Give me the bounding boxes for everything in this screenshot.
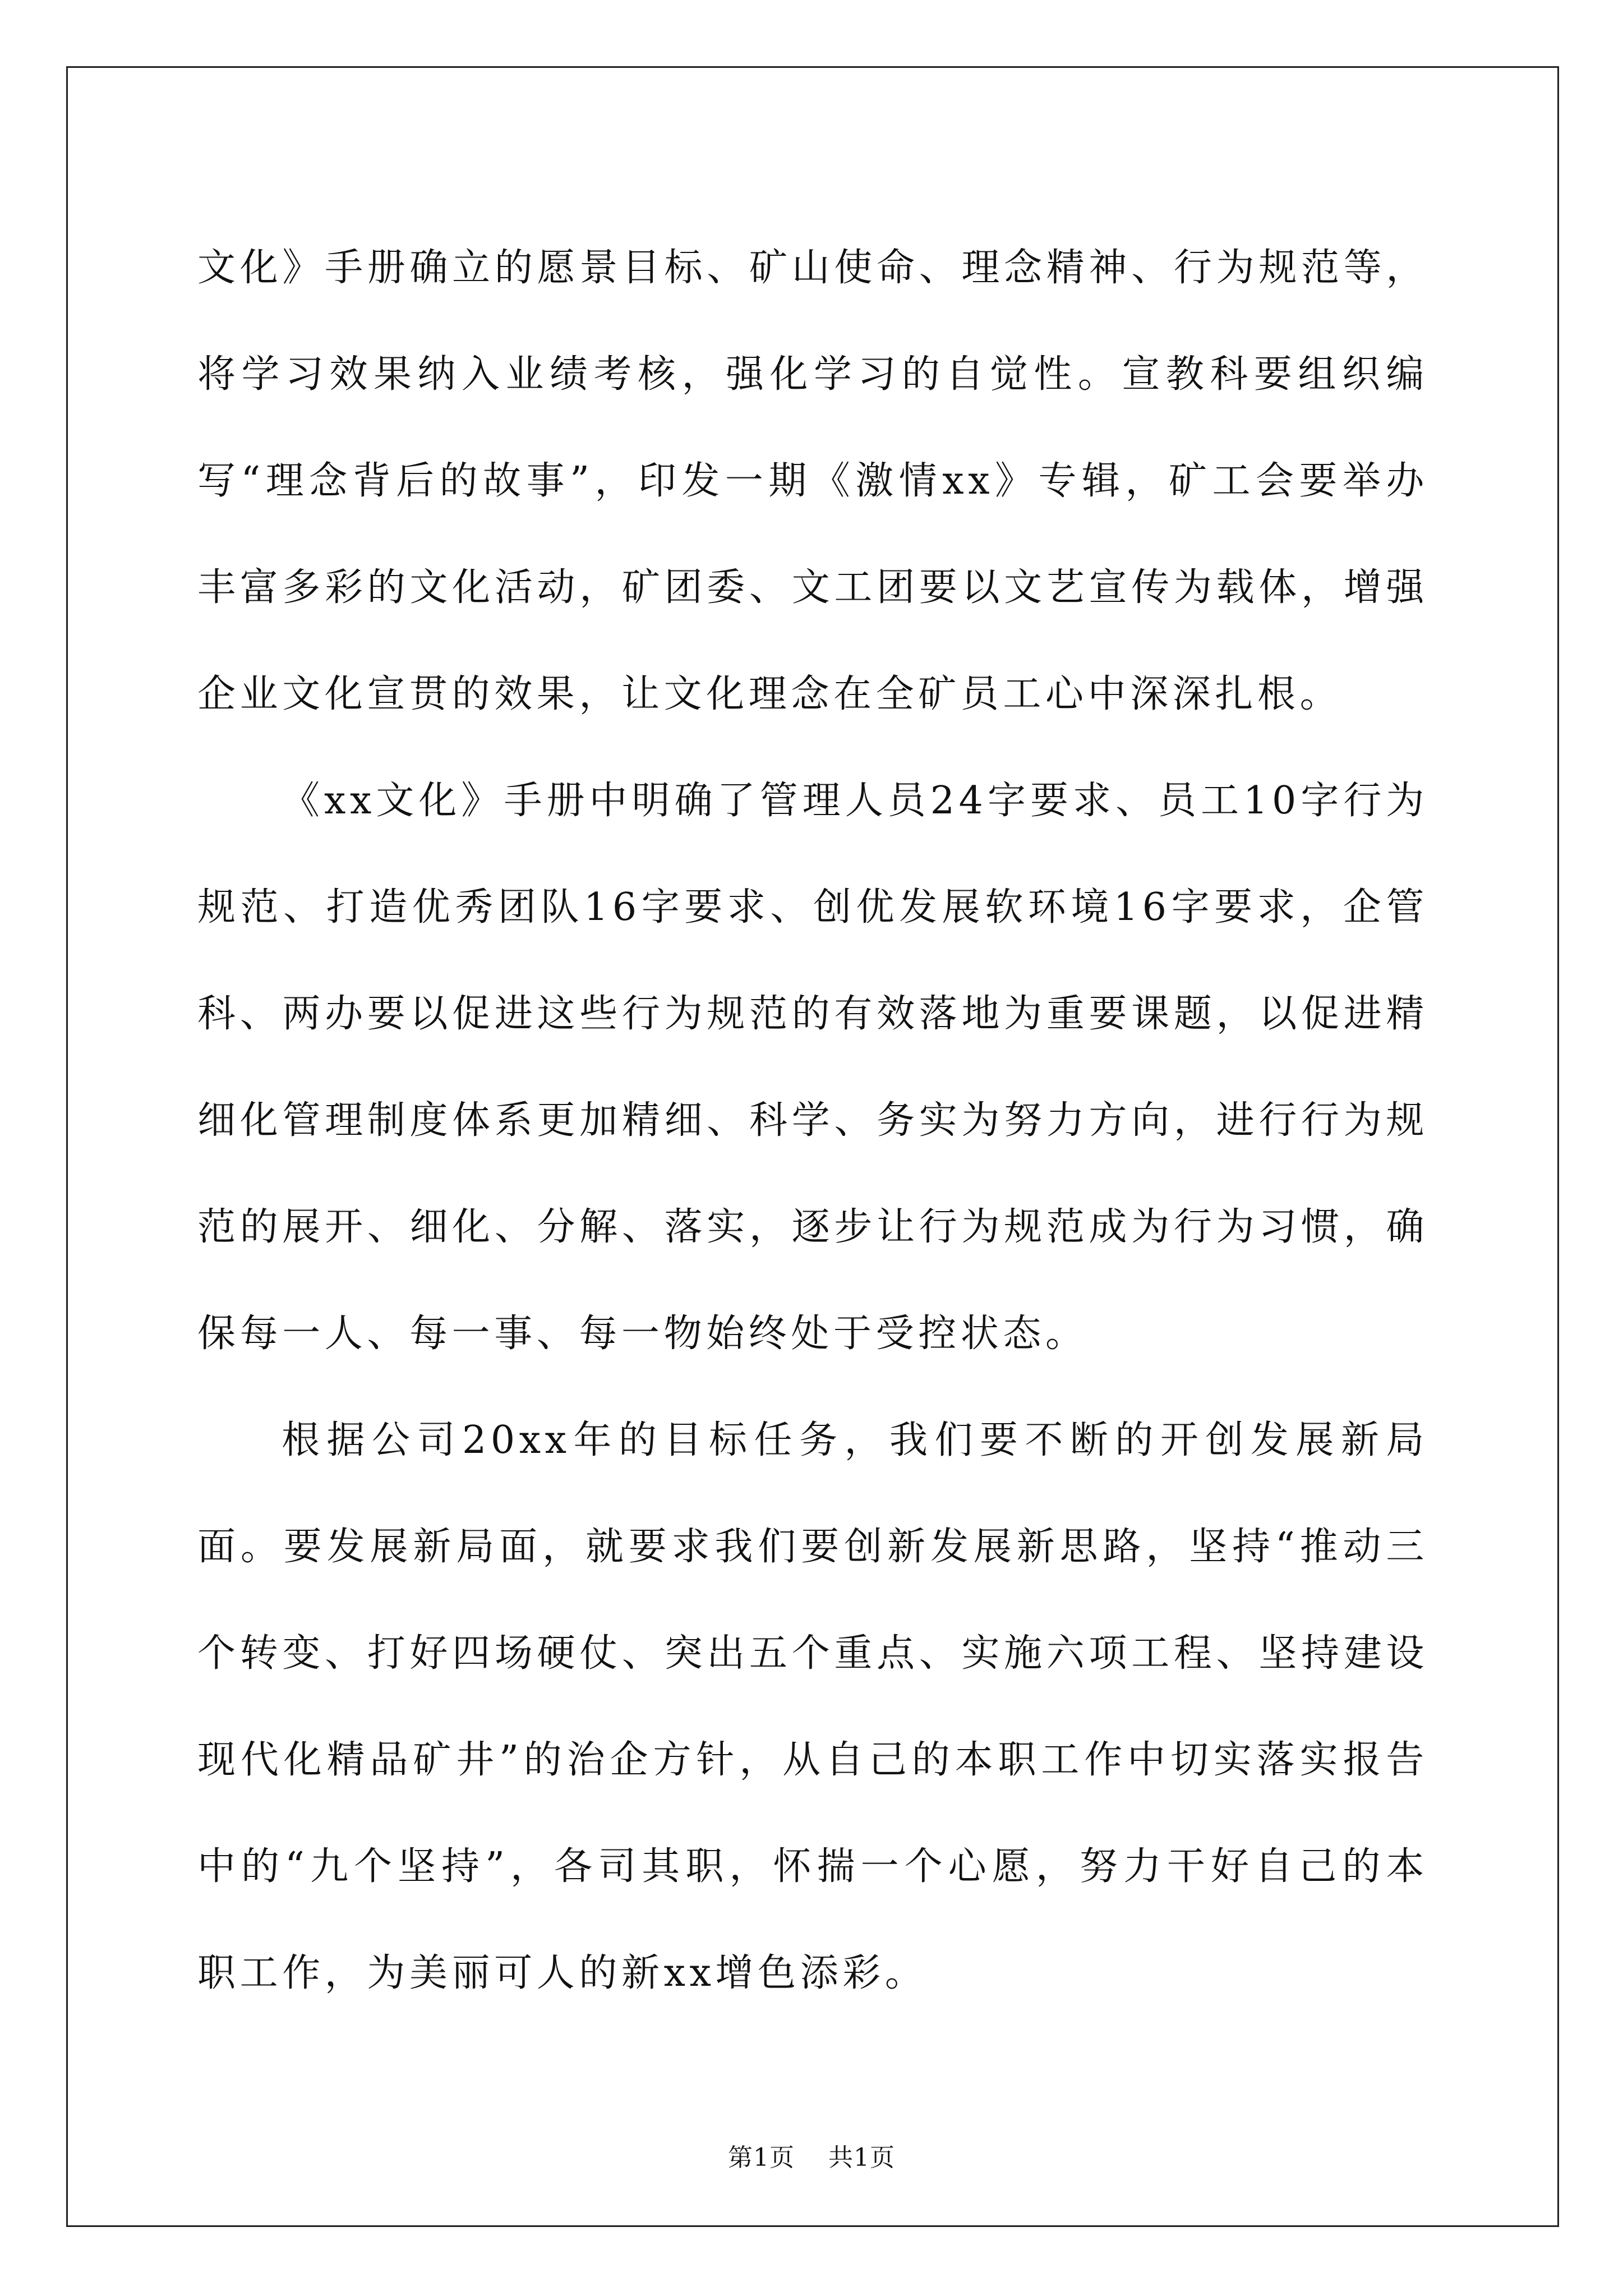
page-total: 共1页	[828, 2143, 895, 2172]
page-footer	[0, 2137, 1623, 2173]
document-body	[197, 215, 1428, 2027]
page-number: 第1页	[728, 2143, 795, 2172]
paragraph-1: 文化》手册确立的愿景目标、矿山使命、理念精神、行为规范等，将学习效果纳入业绩考核，强化学习的自觉性。宣教科要组织编写“理念背后的故事”，印发一期《激情xx》专辑，矿工会要举办丰富多彩的文化活动，矿团委、文工团要以文艺宣传为载体，增强企业文化宣贯的效果，让文化理念在全矿员工心中深深扎根。	[197, 246, 1428, 716]
paragraph-2: 《xx文化》手册中明确了管理人员24字要求、员工10字行为规范、打造优秀团队16字要求、创优发展软环境16字要求，企管科、两办要以促进这些行为规范的有效落地为重要课题，以促进精细化管理制度体系更加精细、科学、务实为努力方向，进行行为规范的展开、细化、分解、落实，逐步让行为规范成为行为习惯，确保每一人、每一事、每一物始终处于受控状态。	[197, 779, 1428, 1356]
paragraph-3: 根据公司20xx年的目标任务，我们要不断的开创发展新局面。要发展新局面，就要求我们要创新发展新思路，坚持“推动三个转变、打好四场硬仗、突出五个重点、实施六项工程、坚持建设现代化精品矿井”的治企方针，从自己的本职工作中切实落实报告中的“九个坚持”，各司其职，怀揣一个心愿，努力干好自己的本职工作，为美丽可人的新xx增色添彩。	[197, 1418, 1428, 1995]
